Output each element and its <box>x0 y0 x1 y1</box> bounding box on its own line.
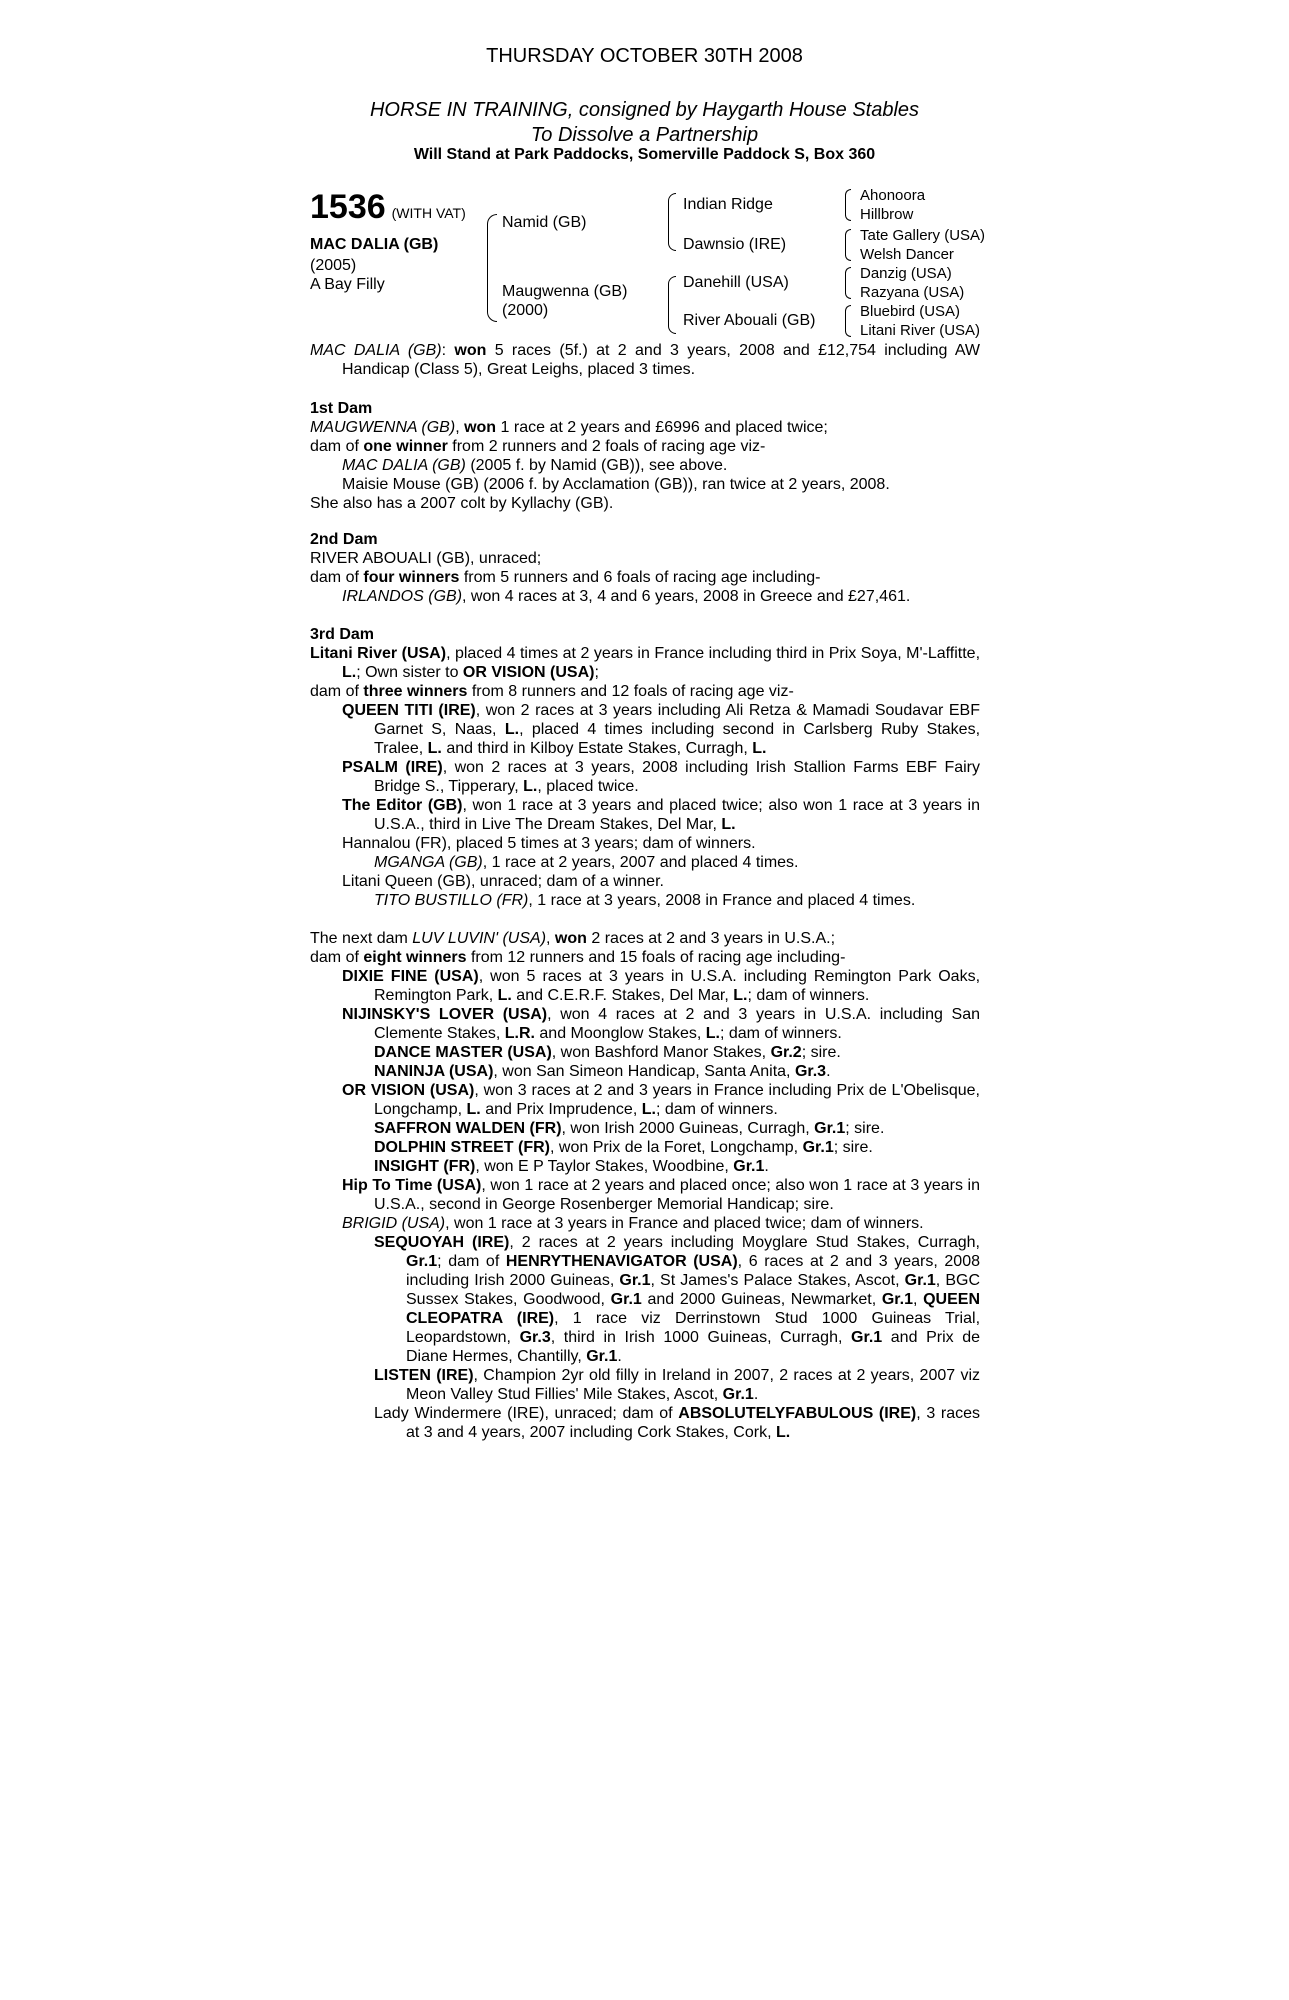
first-dam-heading: 1st Dam <box>310 400 373 417</box>
pedigree-dam-sire: Danehill (USA) <box>683 274 789 291</box>
group-mark: Gr.1 <box>851 1329 883 1346</box>
pedigree-dam: Maugwenna (GB) <box>502 283 628 300</box>
record-text: , 2 races at 2 years including Moyglare Stud Stakes, Curragh, <box>509 1234 981 1251</box>
record-text: , placed twice. <box>537 778 639 795</box>
summary-horse-name: MAC DALIA (GB) <box>310 342 442 359</box>
winners-count: eight winners <box>363 949 467 966</box>
pedigree-g4: Welsh Dancer <box>860 246 954 263</box>
record-text: The next dam <box>310 930 408 947</box>
record-text: and Prix Imprudence, <box>485 1101 638 1118</box>
record-text: , won 1 race at 2 years and placed once; also won 1 race at 3 years in U.S.A., second in George Rosenberger Memorial Handicap; sire. <box>374 1177 980 1213</box>
progeny-item <box>310 1138 980 1157</box>
record-text: Lady Windermere (IRE), unraced; dam of <box>374 1405 673 1422</box>
horse-year: (2005) <box>310 257 357 274</box>
produce-record: from 8 runners and 12 foals of racing age viz- <box>471 683 794 700</box>
record-text: , won 4 races at 2 and 3 years in U.S.A. including San Clemente Stakes, <box>374 1006 980 1042</box>
pedigree-brace-sire <box>668 193 676 251</box>
group-mark: Gr.1 <box>406 1253 438 1270</box>
summary-won: won <box>454 342 487 359</box>
progeny-name: Hip To Time (USA) <box>342 1177 482 1194</box>
progeny-name: LISTEN (IRE) <box>374 1367 474 1384</box>
progeny-name: BRIGID (USA) <box>342 1215 446 1232</box>
pedigree-g5: Danzig (USA) <box>860 265 952 282</box>
group-mark: Gr.1 <box>814 1120 846 1137</box>
next-dam-won: won <box>554 930 587 947</box>
pedigree-g1: Ahonoora <box>860 187 926 204</box>
first-dam-section <box>310 399 980 513</box>
progeny-item: Hannalou (FR), placed 5 times at 3 years; dam of winners. <box>342 835 756 852</box>
winners-count: four winners <box>363 569 460 586</box>
progeny-item <box>310 701 980 758</box>
progeny-item <box>310 758 980 796</box>
progeny-name: DIXIE FINE (USA) <box>342 968 479 985</box>
group-mark: Gr.1 <box>722 1386 754 1403</box>
record-text: , won E P Taylor Stakes, Woodbine, <box>475 1158 729 1175</box>
progeny-item <box>310 456 980 475</box>
produce-record: from 2 runners and 2 foals of racing age viz- <box>452 438 766 455</box>
pedigree-g3: Tate Gallery (USA) <box>860 227 986 244</box>
second-dam-section <box>310 530 980 606</box>
progeny-name: PSALM (IRE) <box>342 759 443 776</box>
progeny-name: MAC DALIA (GB) <box>342 457 466 474</box>
pedigree-sire-sire: Indian Ridge <box>683 196 773 213</box>
winners-count: one winner <box>363 438 448 455</box>
group-mark: Gr.1 <box>619 1272 651 1289</box>
progeny-item: Litani Queen (GB), unraced; dam of a winner. <box>342 873 664 890</box>
listed-mark: L. <box>523 778 538 795</box>
first-dam-name: MAUGWENNA (GB) <box>310 419 456 436</box>
progeny-name: OR VISION (USA) <box>342 1082 475 1099</box>
next-dam-section <box>310 929 980 1442</box>
progeny-name: HENRYTHENAVIGATOR (USA) <box>505 1253 738 1270</box>
vat-note: (WITH VAT) <box>391 205 466 221</box>
third-dam-section <box>310 625 980 910</box>
record-text: 2 races at 2 and 3 years in U.S.A.; <box>591 930 836 947</box>
lot-title <box>0 98 1289 148</box>
listed-mark: L. <box>775 1424 791 1441</box>
progeny-name: ABSOLUTELYFABULOUS (IRE) <box>678 1405 917 1422</box>
progeny-item <box>310 853 980 872</box>
listed-mark: L. <box>504 721 520 738</box>
progeny-name: QUEEN TITI (IRE) <box>342 702 476 719</box>
progeny-item <box>310 891 980 910</box>
progeny-item: LISTEN (IRE), Champion 2yr old filly in Ireland in 2007, 2 races at 2 years, 2007 viz Meon Valley Stud Fillies' Mile Stakes, Ascot, Gr.1. <box>374 1367 981 1403</box>
record-text: ; dam of winners. <box>719 1025 842 1042</box>
progeny-item: SEQUOYAH (IRE), 2 races at 2 years including Moyglare Stud Stakes, Curragh, Gr.1; dam of HENRYTHENAVIGATOR (USA), 6 races at 2 and 3 years, 2008 including Irish 2000 Guineas, Gr.1, St James's Palace Stakes, Ascot, Gr.1, BGC Sussex Stakes, Goodwood, Gr.1 and 2000 Guineas, Newmarket, Gr.1, QUEEN CLEOPATRA (IRE), 1 race viz Derrinstown Stud 1000 Guineas Trial, Leopardstown, Gr.3, third in Irish 1000 Guineas, Curragh, Gr.1 and Prix de Diane Hermes, Chantilly, Gr.1. <box>374 1234 981 1365</box>
record-text: ; Own sister to <box>356 664 459 681</box>
progeny-name: NANINJA (USA) <box>374 1063 494 1080</box>
listed-mark: L. <box>705 1025 720 1042</box>
pedigree-sire: Namid (GB) <box>502 214 587 231</box>
progeny-name: DANCE MASTER (USA) <box>374 1044 552 1061</box>
record-text: ; dam of winners. <box>655 1101 778 1118</box>
progeny-item: INSIGHT (FR), won E P Taylor Stakes, Woodbine, Gr.1. <box>374 1158 769 1175</box>
record-text: and third in Kilboy Estate Stakes, Curragh, <box>446 740 748 757</box>
third-dam-produce <box>310 682 980 701</box>
group-mark: Gr.1 <box>904 1272 936 1289</box>
progeny-text: (2005 f. by Namid (GB)), see above. <box>470 457 728 474</box>
progeny-name: TITO BUSTILLO (FR) <box>374 892 529 909</box>
progeny-item <box>310 587 980 606</box>
dam-of-label: dam of <box>310 683 359 700</box>
second-dam-produce <box>310 568 980 587</box>
record-text: , BGC Sussex Stakes, Goodwood, <box>406 1272 981 1308</box>
produce-record: from 12 runners and 15 foals of racing age including- <box>470 949 846 966</box>
pedigree-g8: Litani River (USA) <box>860 322 981 339</box>
next-dam-name: LUV LUVIN' (USA) <box>412 930 547 947</box>
progeny-item <box>310 1214 980 1233</box>
listed-mark: L. <box>497 987 512 1004</box>
group-mark: Gr.3 <box>794 1063 827 1080</box>
progeny-item <box>310 1081 980 1119</box>
record-text: , 1 race viz Derrinstown Stud 1000 Guineas Trial, Leopardstown, <box>406 1310 981 1346</box>
progeny-name: INSIGHT (FR) <box>374 1158 476 1175</box>
horse-name: MAC DALIA (GB) <box>310 236 439 253</box>
winners-count: three winners <box>363 683 468 700</box>
record-text: ; <box>594 664 599 681</box>
listed-mark: L. <box>427 740 442 757</box>
first-dam-also: She also has a 2007 colt by Kyllachy (GB). <box>310 495 614 512</box>
record-text: , won 1 race at 3 years and placed twice; also won 1 race at 3 years in U.S.A., third in Live The Dream Stakes, Del Mar, <box>374 797 980 833</box>
progeny-name: SAFFRON WALDEN (FR) <box>374 1120 562 1137</box>
record-text: , Champion 2yr old filly in Ireland in 2007, 2 races at 2 years, 2007 viz Meon Valley Stud Fillies' Mile Stakes, Ascot, <box>406 1367 981 1403</box>
progeny-name: DOLPHIN STREET (FR) <box>374 1139 550 1156</box>
record-text: , 1 race at 3 years, 2008 in France and placed 4 times. <box>528 892 916 909</box>
lot-number-block <box>310 188 466 227</box>
listed-mark: L.R. <box>504 1025 535 1042</box>
pedigree-brace-g56 <box>845 267 851 299</box>
progeny-item <box>310 1404 980 1442</box>
progeny-item: NANINJA (USA), won San Simeon Handicap, Santa Anita, Gr.3. <box>374 1063 831 1080</box>
listed-mark: L. <box>721 816 736 833</box>
race-summary <box>310 341 980 379</box>
summary-paragraph: MAC DALIA (GB): won 5 races (5f.) at 2 and 3 years, 2008 and £12,754 including AW Handicap (Class 5), Great Leighs, placed 3 times. <box>310 342 981 378</box>
produce-record: from 5 runners and 6 foals of racing age including- <box>463 569 821 586</box>
record-text: , St James's Palace Stakes, Ascot, <box>650 1272 900 1289</box>
progeny-name: MGANGA (GB) <box>374 854 483 871</box>
record-text: , won 3 races at 2 and 3 years in France including Prix de L'Obelisque, Longchamp, <box>374 1082 981 1118</box>
lot-number: 1536 <box>310 188 386 226</box>
record-text: , won 5 races at 3 years in U.S.A. including Remington Park Oaks, Remington Park, <box>374 968 981 1004</box>
group-mark: Gr.3 <box>519 1329 551 1346</box>
progeny-name: QUEEN CLEOPATRA (IRE) <box>406 1291 981 1327</box>
listed-mark: L. <box>466 1101 481 1118</box>
first-dam-record: 1 race at 2 years and £6996 and placed twice; <box>500 419 828 436</box>
pedigree-brace-g34 <box>845 229 851 261</box>
sister-name: OR VISION (USA) <box>462 664 595 681</box>
sale-date: THURSDAY OCTOBER 30TH 2008 <box>486 45 803 67</box>
third-dam-name: Litani River (USA) <box>310 645 447 662</box>
record-text: , won San Simeon Handicap, Santa Anita, <box>493 1063 791 1080</box>
record-text: ; dam of winners. <box>747 987 870 1004</box>
third-dam-line <box>310 644 980 682</box>
progeny-name: The Editor (GB) <box>342 797 463 814</box>
pedigree-g6: Razyana (USA) <box>860 284 965 301</box>
record-text: and C.E.R.F. Stakes, Del Mar, <box>516 987 729 1004</box>
dam-of-label: dam of <box>310 438 359 455</box>
record-text: ; sire. <box>833 1139 873 1156</box>
group-mark: Gr.1 <box>802 1139 834 1156</box>
progeny-item <box>310 1176 980 1214</box>
group-mark: Gr.1 <box>881 1291 913 1308</box>
progeny-item: Maisie Mouse (GB) (2006 f. by Acclamation (GB)), ran twice at 2 years, 2008. <box>342 476 890 493</box>
record-text: , 6 races at 2 and 3 years, 2008 including Irish 2000 Guineas, <box>406 1253 980 1289</box>
pedigree-brace-g12 <box>845 189 851 221</box>
second-dam-line: RIVER ABOUALI (GB), unraced; <box>310 550 542 567</box>
record-text: ; sire. <box>801 1044 841 1061</box>
summary-text: 5 races (5f.) at 2 and 3 years, 2008 and £12,754 including AW Handicap (Class 5), Great Leighs, placed 3 times. <box>342 342 981 378</box>
first-dam-won: won <box>464 419 497 436</box>
record-text: , third in Irish 1000 Guineas, Curragh, <box>550 1329 843 1346</box>
record-text: , placed 4 times at 2 years in France including third in Prix Soya, M'-Laffitte, <box>446 645 981 662</box>
stand-location: Will Stand at Park Paddocks, Somerville Paddock S, Box 360 <box>413 146 876 163</box>
listed-mark: L. <box>342 664 357 681</box>
progeny-name: IRLANDOS (GB) <box>342 588 463 605</box>
group-mark: Gr.1 <box>586 1348 618 1365</box>
pedigree-brace-main <box>487 214 497 322</box>
record-text: , won Bashford Manor Stakes, <box>551 1044 767 1061</box>
record-text: and Prix de Diane Hermes, Chantilly, <box>406 1329 981 1365</box>
record-text: ; sire. <box>845 1120 885 1137</box>
progeny-item <box>310 796 980 834</box>
record-text: and Moonglow Stakes, <box>539 1025 702 1042</box>
record-text: , won 1 race at 3 years in France and placed twice; dam of winners. <box>445 1215 924 1232</box>
first-dam-produce <box>310 437 980 456</box>
pedigree-dam-year: (2000) <box>502 302 549 319</box>
next-dam-produce <box>310 948 980 967</box>
progeny-name: SEQUOYAH (IRE) <box>374 1234 510 1251</box>
group-mark: Gr.1 <box>733 1158 765 1175</box>
pedigree-brace-dam <box>668 276 676 334</box>
group-mark: Gr.2 <box>770 1044 802 1061</box>
record-text: and 2000 Guineas, Newmarket, <box>647 1291 877 1308</box>
record-text: , won 2 races at 3 years including Ali Retza & Mamadi Soudavar EBF Garnet S, Naas, <box>374 702 980 738</box>
horse-description: A Bay Filly <box>310 276 385 293</box>
record-text: , won 2 races at 3 years, 2008 including Irish Stallion Farms EBF Fairy Bridge S., Tipperary, <box>374 759 980 795</box>
record-text: , 1 race at 2 years, 2007 and placed 4 times. <box>482 854 799 871</box>
record-text: , placed 4 times including second in Carlsberg Ruby Stakes, Tralee, <box>374 721 981 757</box>
record-text: ; dam of <box>437 1253 500 1270</box>
pedigree-brace-g78 <box>845 305 851 337</box>
record-text: , won Prix de la Foret, Longchamp, <box>550 1139 799 1156</box>
group-mark: Gr.1 <box>610 1291 642 1308</box>
pedigree-g2: Hillbrow <box>860 206 914 223</box>
progeny-item <box>310 1043 980 1062</box>
dam-of-label: dam of <box>310 569 359 586</box>
dam-of-label: dam of <box>310 949 359 966</box>
second-dam-heading: 2nd Dam <box>310 531 378 548</box>
listed-mark: L. <box>733 987 748 1004</box>
title-line-2: To Dissolve a Partnership <box>530 124 759 146</box>
pedigree-dam-dam: River Abouali (GB) <box>683 312 816 329</box>
record-text: , 3 races at 3 and 4 years, 2007 including Cork Stakes, Cork, <box>406 1405 981 1441</box>
listed-mark: L. <box>641 1101 656 1118</box>
progeny-name: NIJINSKY'S LOVER (USA) <box>342 1006 548 1023</box>
pedigree-g7: Bluebird (USA) <box>860 303 961 320</box>
next-dam-line: The next dam LUV LUVIN' (USA), won 2 races at 2 and 3 years in U.S.A.; <box>310 930 836 947</box>
progeny-item <box>310 1119 980 1138</box>
record-text: , won Irish 2000 Guineas, Curragh, <box>561 1120 810 1137</box>
pedigree-sire-dam: Dawnsio (IRE) <box>683 236 787 253</box>
listed-mark: L. <box>752 740 767 757</box>
third-dam-heading: 3rd Dam <box>310 626 375 643</box>
progeny-text: , won 4 races at 3, 4 and 6 years, 2008 in Greece and £27,461. <box>462 588 911 605</box>
progeny-item <box>310 967 980 1005</box>
progeny-item <box>310 1005 980 1043</box>
title-line-1: HORSE IN TRAINING, consigned by Haygarth House Stables <box>369 99 920 121</box>
first-dam-line: MAUGWENNA (GB), won 1 race at 2 years and £6996 and placed twice; <box>310 419 828 436</box>
